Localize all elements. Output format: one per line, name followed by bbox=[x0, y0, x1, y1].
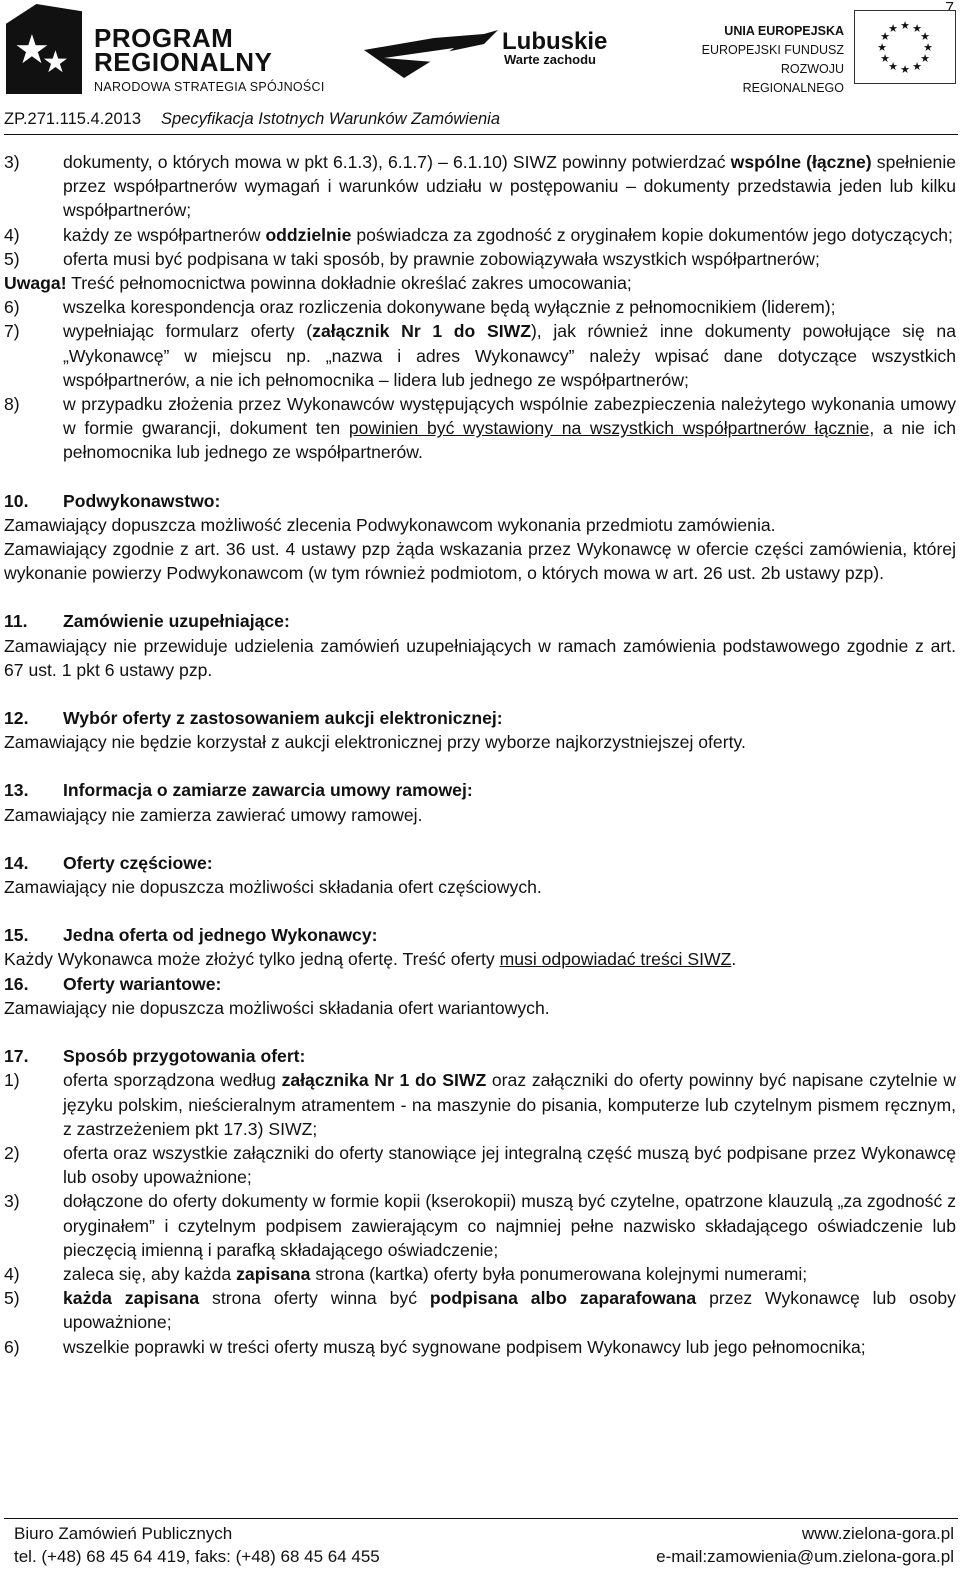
section-title: Podwykonawstwo: bbox=[63, 490, 221, 511]
note-label: Uwaga! bbox=[4, 273, 67, 294]
item-text bbox=[63, 392, 956, 465]
svg-text:★: ★ bbox=[912, 22, 922, 35]
section-number: 11. bbox=[4, 611, 28, 632]
item-text bbox=[63, 1286, 956, 1334]
section-number: 15. bbox=[4, 925, 29, 946]
svg-text:★: ★ bbox=[888, 60, 898, 73]
footer-divider bbox=[4, 1518, 958, 1519]
program-regionalny-logo bbox=[6, 4, 326, 94]
section-number: 14. bbox=[4, 852, 29, 873]
item-number: 5) bbox=[4, 1288, 20, 1309]
list-item bbox=[4, 150, 956, 223]
section-paragraph: Zamawiający nie dopuszcza możliwości składania ofert częściowych. bbox=[4, 877, 542, 898]
note-paragraph bbox=[4, 271, 956, 295]
svg-text:★: ★ bbox=[880, 30, 890, 43]
section-paragraph: Zamawiający nie dopuszcza możliwości składania ofert wariantowych. bbox=[4, 997, 550, 1018]
item-number: 5) bbox=[4, 248, 20, 269]
svg-text:★: ★ bbox=[877, 41, 887, 54]
item-text bbox=[63, 319, 956, 392]
section-title: Informacja o zamiarze zawarcia umowy ramowej: bbox=[63, 780, 473, 801]
section-title: Zamówienie uzupełniające: bbox=[63, 611, 290, 632]
section-heading-14 bbox=[4, 851, 956, 875]
item-number: 6) bbox=[4, 297, 20, 318]
bold-text: każda zapisana bbox=[63, 1288, 200, 1309]
item-text: wszelkie poprawki w treści oferty muszą być sygnowane podpisem Wykonawcy lub jego pełnomocnika; bbox=[63, 1336, 866, 1357]
item-text: wszelka korespondencja oraz rozliczenia dokonywane będą wyłącznie z pełnomocnikiem (liderem); bbox=[63, 297, 836, 318]
list-item bbox=[4, 1189, 956, 1262]
svg-text:★: ★ bbox=[880, 52, 890, 65]
text-run: dokumenty, o których mowa w pkt 6.1.3), 6.1.7) – 6.1.10) SIWZ powinny potwierdzać bbox=[63, 152, 731, 172]
program-logo-line1: PROGRAM bbox=[94, 23, 234, 53]
bold-text: oddzielnie bbox=[265, 224, 352, 245]
bold-text: załącznik Nr 1 do SIWZ bbox=[312, 321, 531, 342]
section-heading-12 bbox=[4, 706, 956, 730]
text-run: zaleca się, aby każda bbox=[63, 1263, 237, 1284]
document-title: Specyfikacja Istotnych Warunków Zamówienia bbox=[161, 110, 501, 128]
bold-text: wspólne (łączne) bbox=[730, 152, 872, 172]
footer-office-name: Biuro Zamówień Publicznych bbox=[14, 1524, 233, 1543]
section-heading-17 bbox=[4, 1044, 956, 1068]
bold-text: podpisana albo zaparafowana bbox=[429, 1288, 697, 1309]
section-heading-13 bbox=[4, 778, 956, 802]
item-text bbox=[63, 223, 956, 247]
footer-links bbox=[656, 1522, 954, 1568]
lubuskie-subtitle: Warte zachodu bbox=[504, 52, 596, 67]
eu-logo-text bbox=[696, 22, 844, 98]
text-run: , a nie ich pełnomocnika lub jednego ze współpartnerów. bbox=[63, 418, 956, 463]
eu-logo-line2: EUROPEJSKI FUNDUSZ bbox=[701, 43, 844, 57]
svg-text:★: ★ bbox=[900, 63, 910, 76]
program-logo-subtitle: NARODOWA STRATEGIA SPÓJNOŚCI bbox=[94, 80, 325, 94]
item-text bbox=[63, 150, 956, 223]
item-number: 8) bbox=[4, 394, 20, 415]
item-text: dołączone do oferty dokumenty w formie kopii (kserokopii) muszą być czytelne, opatrzone klauzulą „za zgodność z oryginałem” i czytelnym podpisem zawierającym co najmniej pełne nazwisko składającego oświadczenie lub pieczęcią imienną i parafką składającego oświadczenie; bbox=[63, 1191, 956, 1260]
eu-logo bbox=[696, 19, 956, 95]
item-text bbox=[63, 1262, 956, 1286]
footer-email-link[interactable]: e-mail:zamowienia@um.zielona-gora.pl bbox=[656, 1547, 954, 1566]
item-text: oferta musi być podpisana w taki sposób, by prawnie zobowiązywała wszystkich współpartnerów; bbox=[63, 248, 820, 269]
star-icon: ★ bbox=[14, 28, 50, 72]
svg-text:★: ★ bbox=[920, 30, 930, 43]
list-item bbox=[4, 1068, 956, 1141]
section-title: Jedna oferta od jednego Wykonawcy: bbox=[63, 925, 378, 946]
item-text: oferta oraz wszystkie załączniki do oferty stanowiące jej integralną część muszą być podpisane przez Wykonawcę lub osoby upoważnione; bbox=[63, 1142, 956, 1188]
item-text bbox=[63, 1068, 956, 1141]
text-run: wypełniając formularz oferty ( bbox=[63, 321, 313, 342]
header-divider bbox=[4, 134, 958, 135]
note-text: Treść pełnomocnictwa powinna dokładnie określać zakres umocowania; bbox=[66, 273, 632, 294]
section-heading-16 bbox=[4, 972, 956, 996]
item-number: 4) bbox=[4, 224, 20, 245]
section-number: 16. bbox=[4, 973, 29, 994]
eu-logo-line1: UNIA EUROPEJSKA bbox=[724, 24, 844, 38]
document-body bbox=[4, 150, 956, 1359]
svg-text:★: ★ bbox=[912, 60, 922, 73]
list-item bbox=[4, 223, 956, 247]
program-logo-line2: REGIONALNY bbox=[94, 47, 273, 77]
list-item bbox=[4, 295, 956, 319]
text-run: każdy ze współpartnerów bbox=[63, 224, 266, 245]
section-title: Wybór oferty z zastosowaniem aukcji elektronicznej: bbox=[63, 708, 503, 729]
footer-phone-fax: tel. (+48) 68 45 64 419, faks: (+48) 68 45 64 455 bbox=[14, 1547, 380, 1566]
lubuskie-logo bbox=[364, 22, 624, 82]
text-run: przez Wykonawcę lub osoby upoważnione; bbox=[63, 1288, 956, 1333]
section-title: Sposób przygotowania ofert: bbox=[63, 1046, 306, 1067]
list-item bbox=[4, 1286, 956, 1334]
list-item bbox=[4, 319, 956, 392]
text-run: ), jak również inne dokumenty powołujące się na „Wykonawcę” w miejscu np. „nazwa i adres Wykonawcy” należy wpisać dane dotyczące wszystkich współpartnerów, a nie ich pełnomocnika – lidera lub jednego ze współpartnerów; bbox=[63, 321, 956, 390]
section-paragraph: Zamawiający nie zamierza zawierać umowy ramowej. bbox=[4, 804, 423, 825]
text-run: spełnienie przez współpartnerów wymagań i warunków udziału w postępowaniu – dokumenty przedstawia jeden lub kilku współpartnerów; bbox=[63, 152, 957, 221]
section-number: 13. bbox=[4, 780, 29, 801]
text-run: Każdy Wykonawca może złożyć tylko jedną ofertę. Treść oferty bbox=[4, 949, 500, 970]
footer-website-link[interactable]: www.zielona-gora.pl bbox=[801, 1524, 954, 1543]
svg-text:★: ★ bbox=[923, 41, 933, 54]
section-title: Oferty wariantowe: bbox=[63, 973, 222, 994]
item-number: 6) bbox=[4, 1336, 20, 1357]
section-paragraph: Zamawiający zgodnie z art. 36 ust. 4 ustawy pzp żąda wskazania przez Wykonawcę w ofercie części zamówienia, której wykonanie powierzy Podwykonawcom (w tym również podmiotom, o których mowa w art. 26 ust. 2b ustawy pzp). bbox=[4, 539, 956, 584]
section-number: 10. bbox=[4, 490, 29, 511]
section-number: 17. bbox=[4, 1046, 29, 1067]
section-number: 12. bbox=[4, 708, 29, 729]
eu-flag-icon bbox=[854, 10, 956, 84]
text-run: strona oferty winna być bbox=[199, 1288, 430, 1309]
list-item bbox=[4, 1335, 956, 1359]
item-number: 2) bbox=[4, 1142, 20, 1163]
text-run: oferta sporządzona według bbox=[63, 1070, 282, 1091]
section-heading-10 bbox=[4, 489, 956, 513]
svg-text:★: ★ bbox=[920, 52, 930, 65]
star-icon: ★ bbox=[42, 46, 69, 79]
item-number: 3) bbox=[4, 1191, 20, 1212]
lubuskie-swoosh-icon bbox=[364, 28, 504, 82]
section-title: Oferty częściowe: bbox=[63, 852, 213, 873]
document-header bbox=[4, 110, 500, 129]
text-run: strona (kartka) oferty była ponumerowana kolejnymi numerami; bbox=[310, 1263, 808, 1284]
text-run: w przypadku złożenia przez Wykonawców występujących wspólnie zabezpieczenia należytego wykonania umowy w formie gwarancji, dokument ten bbox=[63, 394, 956, 439]
text-run: . bbox=[731, 949, 737, 970]
bold-text: zapisana bbox=[236, 1263, 311, 1284]
item-number: 1) bbox=[4, 1070, 20, 1091]
eu-logo-line3: ROZWOJU REGIONALNEGO bbox=[742, 62, 844, 95]
lubuskie-title: Lubuskie bbox=[502, 28, 608, 55]
item-number: 7) bbox=[4, 321, 20, 342]
footer-contact bbox=[14, 1522, 380, 1568]
text-run: poświadcza za zgodność z oryginałem kopie dokumentów jego dotyczących; bbox=[351, 224, 953, 245]
underlined-text: musi odpowiadać treści SIWZ bbox=[499, 949, 732, 970]
reference-number: ZP.271.115.4.2013 bbox=[4, 110, 142, 128]
list-item bbox=[4, 1262, 956, 1286]
svg-text:★: ★ bbox=[888, 22, 898, 35]
list-item bbox=[4, 1141, 956, 1189]
item-number: 4) bbox=[4, 1263, 20, 1284]
section-paragraph: Zamawiający nie przewiduje udzielenia zamówień uzupełniających w ramach zamówienia podstawowego zgodnie z art. 67 ust. 1 pkt 6 ustawy pzp. bbox=[4, 635, 956, 680]
item-number: 3) bbox=[4, 152, 20, 172]
section-paragraph: Zamawiający nie będzie korzystał z aukcji elektronicznej przy wyborze najkorzystniejszej oferty. bbox=[4, 732, 746, 753]
section-heading-15 bbox=[4, 923, 956, 947]
section-heading-11 bbox=[4, 609, 956, 633]
underlined-text: powinien być wystawiony na wszystkich współpartnerów łącznie bbox=[348, 418, 870, 439]
text-run: oraz załączniki do oferty powinny być napisane czytelnie w języku polskim, nieścieralnym atramentem - na maszynie do pisania, komputerze lub czytelnym pismem ręcznym, z zastrzeżeniem pkt 17.3) SIWZ; bbox=[63, 1070, 957, 1139]
svg-text:★: ★ bbox=[900, 19, 910, 32]
program-logo-title bbox=[94, 23, 273, 77]
section-paragraph: Zamawiający dopuszcza możliwość zlecenia Podwykonawcom wykonania przedmiotu zamówienia. bbox=[4, 514, 776, 535]
list-item bbox=[4, 392, 956, 465]
page-number: 7 bbox=[945, 0, 954, 17]
list-item bbox=[4, 247, 956, 271]
section-paragraph bbox=[4, 947, 956, 971]
bold-text: załącznika Nr 1 do SIWZ bbox=[281, 1070, 487, 1091]
